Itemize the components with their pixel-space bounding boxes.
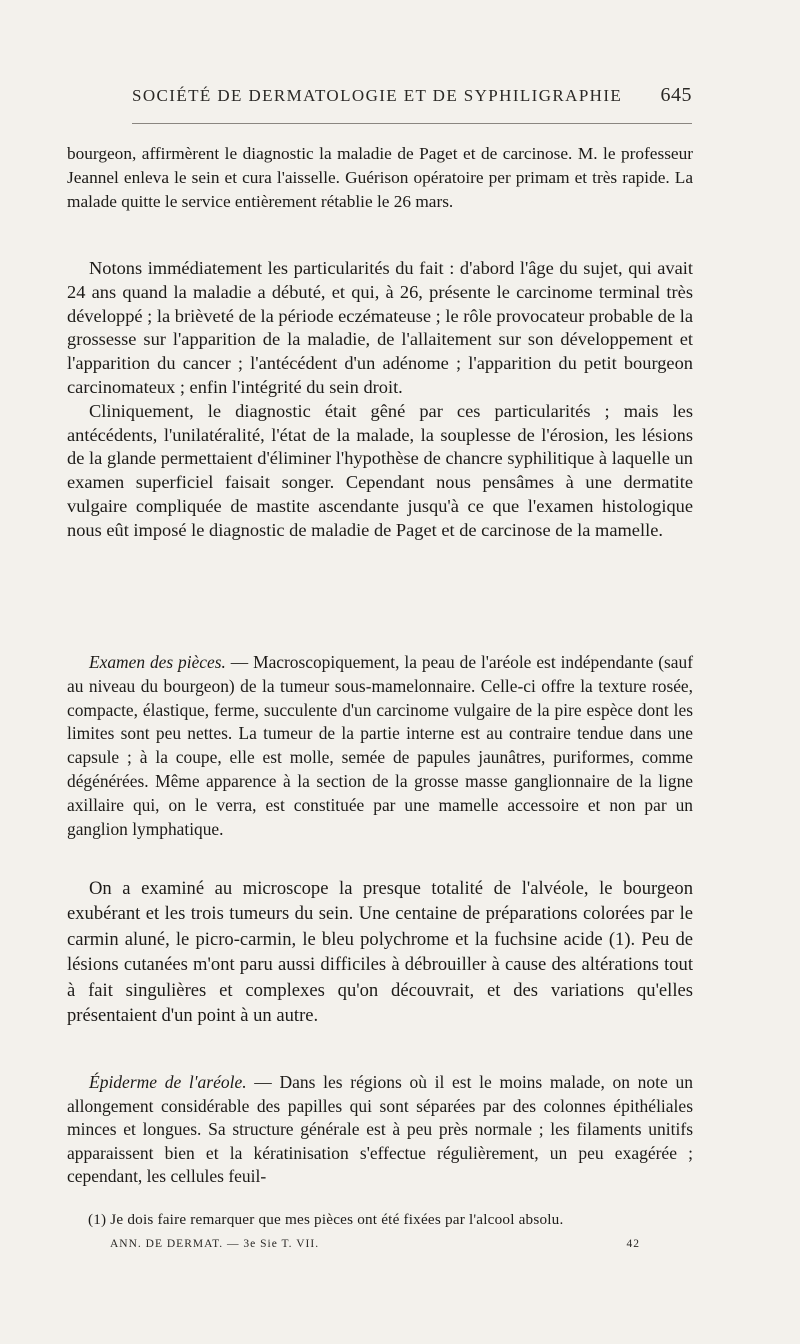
paragraph-examen-body bbox=[67, 651, 693, 841]
epiderme-text: — Dans les régions où il est le moins malade, on note un allongement considérable des papilles qui sont séparées par des colonnes épithéliales minces et longues. Sa structure générale est à peu près normale ; les filaments unitifs apparaissent bien et la kératinisation s'effectue régulièrement, un peu exagérée ; cependant, les cellules feuil- bbox=[67, 1072, 693, 1187]
page-number: 645 bbox=[660, 84, 692, 106]
paragraph-microscope-text: On a examiné au microscope la presque totalité de l'alvéole, le bourgeon exubérant et les trois tumeurs du sein. Une centaine de préparations colorées par le carmin aluné, le picro-carmin, le bleu polychrome et la fuchsine acide (1). Peu de lésions cutanées m'ont paru aussi difficiles à débrouiller à cause des altérations tout à fait singulières et complexes qu'on découvrait, et des variations qu'elles présentaient d'un point à un autre. bbox=[67, 878, 693, 1027]
paragraph-epiderme-body bbox=[67, 1071, 693, 1189]
epiderme-title: Épiderme de l'aréole. bbox=[89, 1072, 247, 1092]
journal-signature: ANN. DE DERMAT. — 3e Sie T. VII. bbox=[110, 1238, 320, 1250]
examen-title: Examen des pièces. bbox=[89, 652, 226, 672]
paragraph-3-text: Cliniquement, le diagnostic était gêné par ces particularités ; mais les antécédents, l'unilatéralité, l'état de la malade, la souplesse de l'érosion, les lésions de la glande permettaient d'éliminer l'hypothèse de chancre syphilitique à laquelle un examen superficiel faisait songer. Cependant nous pensâmes à une dermatite vulgaire compliquée de mastite ascendante jusqu'à ce que l'examen histologique nous eût imposé le diagnostic de maladie de Paget et de carcinose de la mamelle. bbox=[67, 400, 693, 540]
paragraph-2-text: Notons immédiatement les particularités du fait : d'abord l'âge du sujet, qui avait 24 ans quand la maladie a débuté, et qui, à 26, présente le carcinome terminal très développé ; la brièveté de la période eczémateuse ; le rôle provocateur probable de la grossesse sur l'apparition de la maladie, de l'allaitement sur son développement et l'apparition du cancer ; l'antécédent d'un adénome ; l'apparition du petit bourgeon carcinomateux ; enfin l'intégrité du sein droit. bbox=[67, 258, 693, 397]
paragraph-microscope bbox=[67, 876, 693, 1028]
paragraph-1-text: bourgeon, affirmèrent le diagnostic la maladie de Paget et de carcinose. M. le professeur Jeannel enleva le sein et cura l'aisselle. Guérison opératoire per primam et très rapide. La malade quitte le service entièrement rétablie le 26 mars. bbox=[67, 144, 693, 211]
running-title: SOCIÉTÉ DE DERMATOLOGIE ET DE SYPHILIGRAPHIE bbox=[132, 86, 623, 105]
paragraph-2-block bbox=[67, 257, 693, 543]
signature-line bbox=[110, 1238, 640, 1250]
examen-text: — Macroscopiquement, la peau de l'aréole est indépendante (sauf au niveau du bourgeon) de la tumeur sous-mamelonnaire. Celle-ci offre la texture rosée, compacte, élastique, ferme, succulente d'un carcinome vulgaire de la pire espèce dont les limites sont peu nettes. La tumeur de la partie interne est au contraire tendue dans une capsule ; à la coupe, elle est molle, semée de papules jaunâtres, puriformes, comme dégénérées. Même apparence à la section de la grosse masse ganglionnaire de la ligne axillaire qui, on le verra, est constituée par une mamelle accessoire et non par un ganglion lymphatique. bbox=[67, 652, 693, 839]
paragraph-1 bbox=[67, 142, 693, 214]
paragraph-examen bbox=[67, 651, 693, 841]
footnote: (1) Je dois faire remarquer que mes pièces ont été fixées par l'alcool absolu. bbox=[88, 1211, 564, 1228]
running-header bbox=[132, 84, 692, 107]
paragraph-epiderme bbox=[67, 1071, 693, 1189]
sheet-number: 42 bbox=[626, 1238, 640, 1250]
header-rule bbox=[132, 123, 692, 124]
